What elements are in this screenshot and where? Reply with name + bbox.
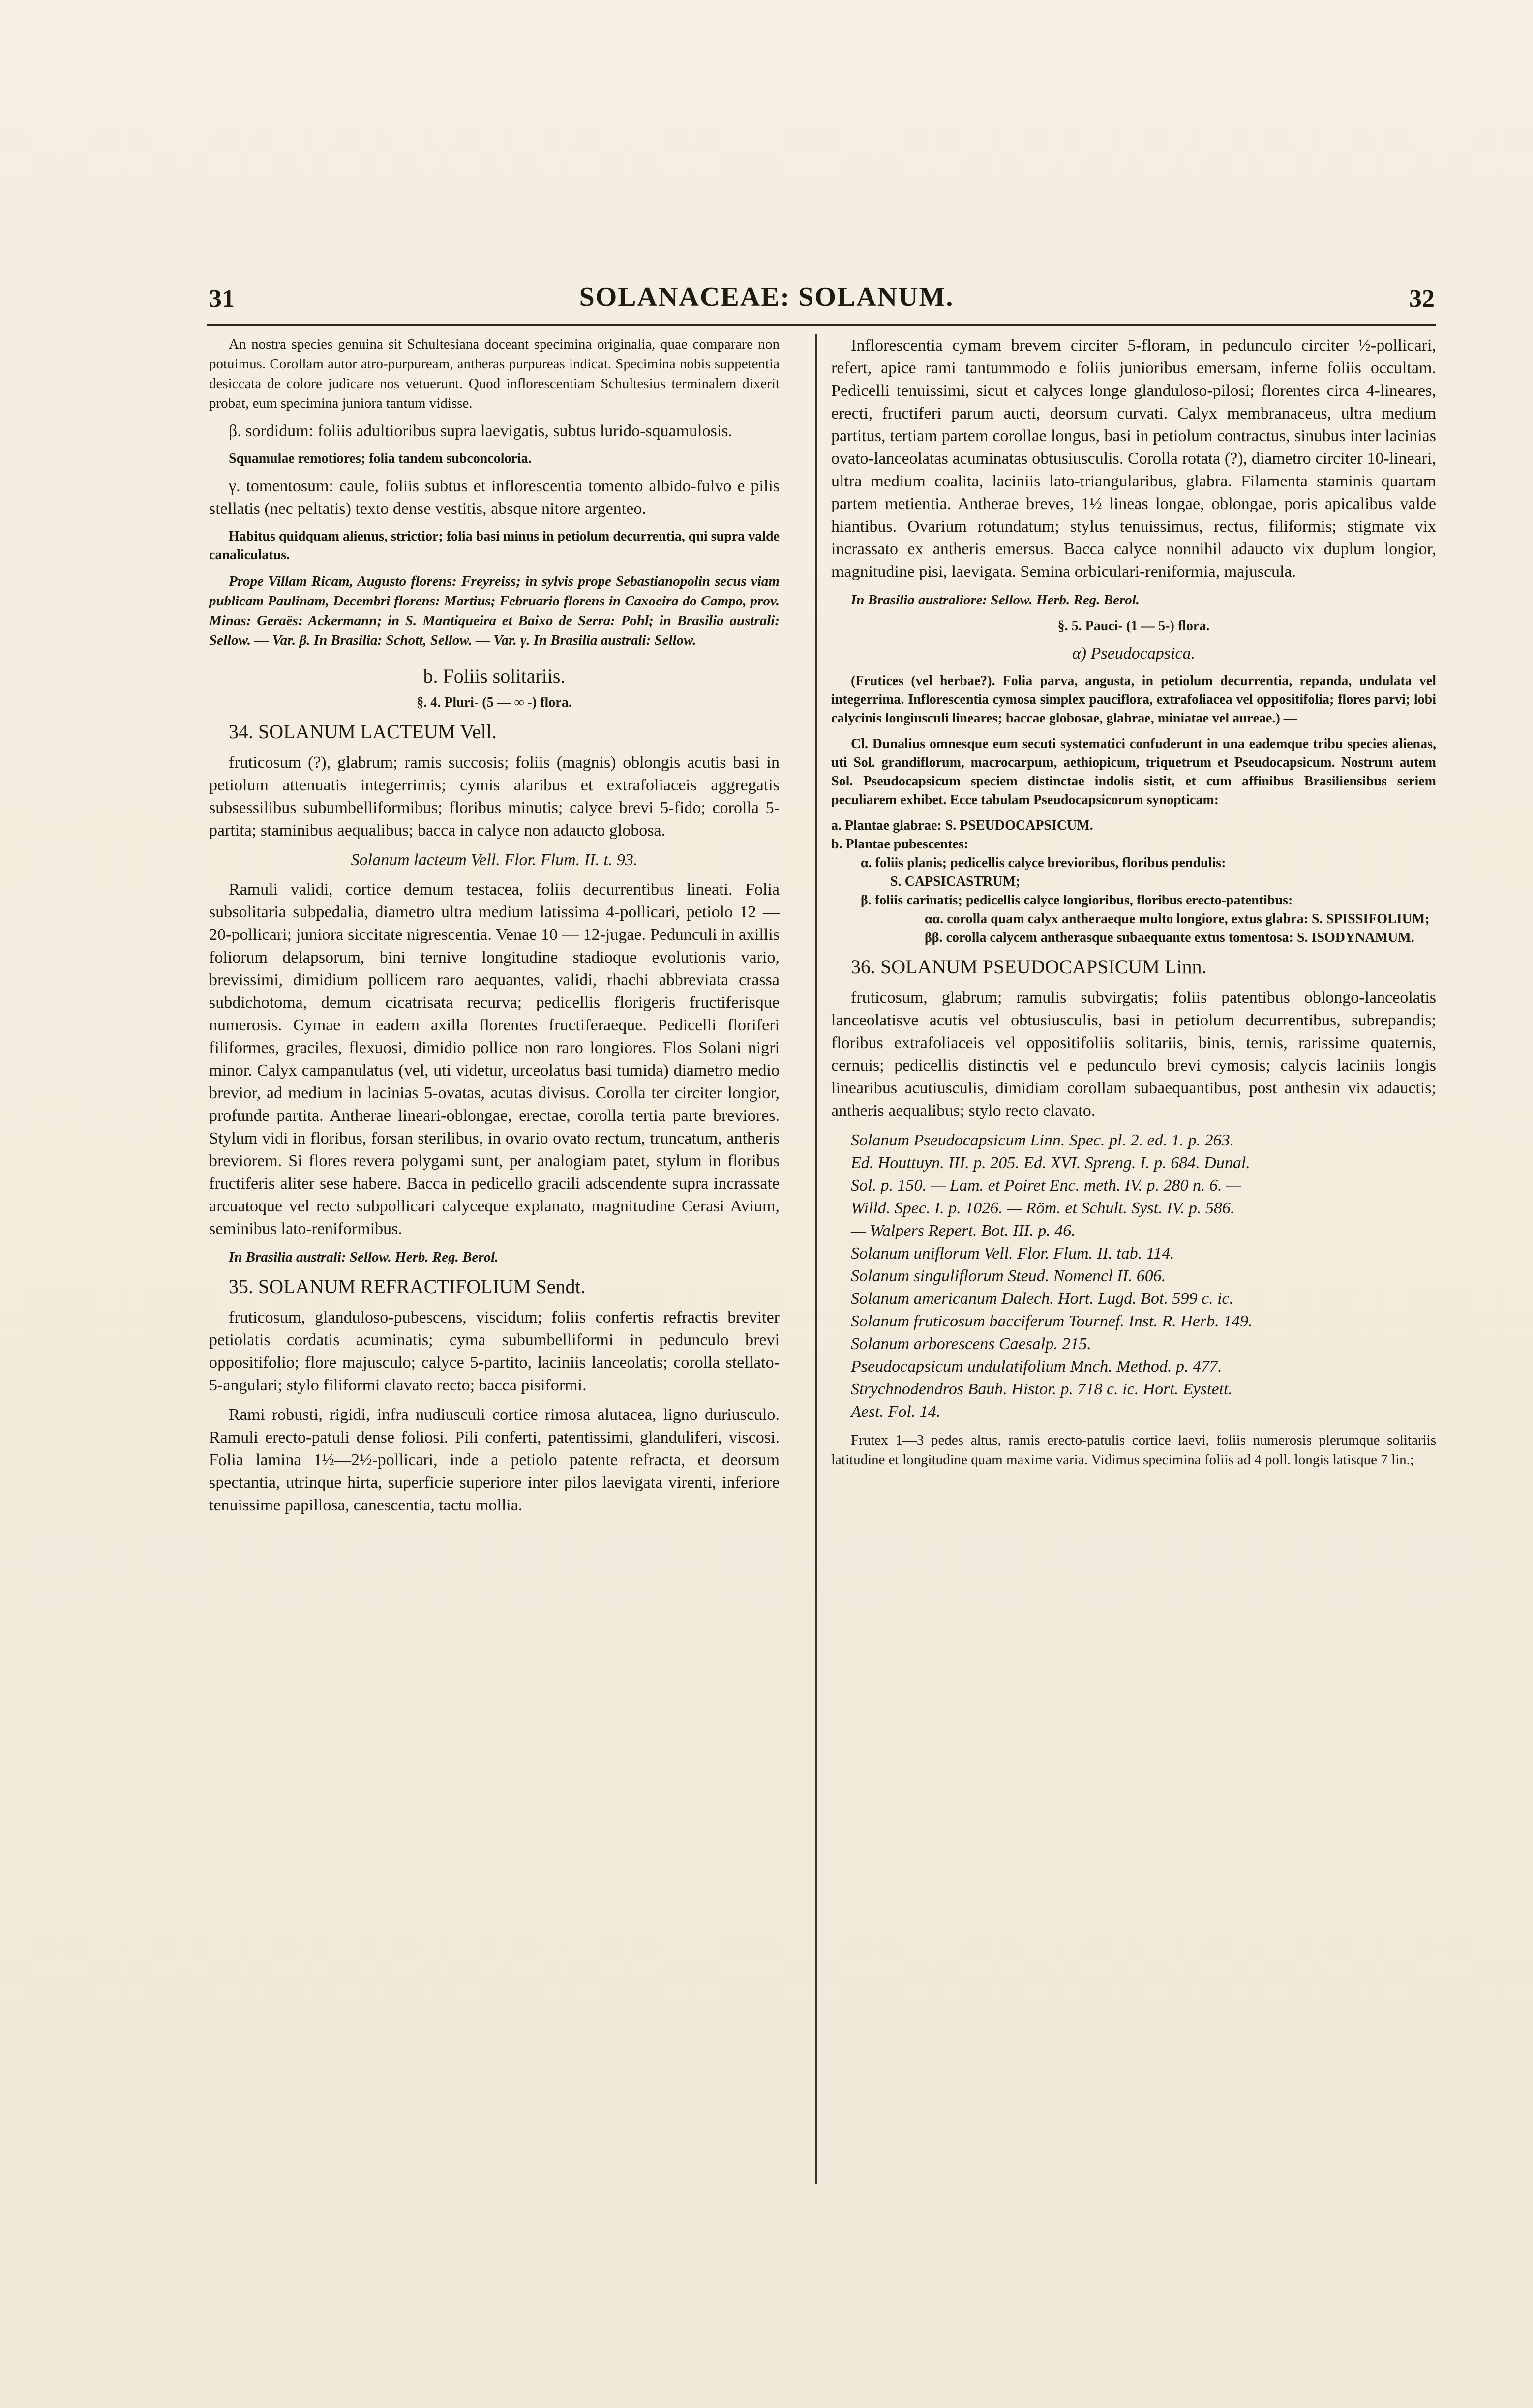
synonym-line: Solanum singuliflorum Steud. Nomencl II. 606. [851, 1267, 1166, 1285]
key-line-a: a. Plantae glabrae: S. PSEUDOCAPSICUM. [831, 818, 1093, 833]
synonym-line: Solanum arborescens Caesalp. 215. [851, 1335, 1091, 1353]
synonym-line: Solanum uniflorum Vell. Flor. Flum. II. tab. 114. [851, 1244, 1174, 1263]
synonym-line: Solanum Pseudocapsicum Linn. Spec. pl. 2. ed. 1. p. 263. [851, 1131, 1234, 1149]
species-36-description: Frutex 1—3 pedes altus, ramis erecto-patulis cortice laevi, foliis numerosis plerumque solitariis latitudine et longitudine quam maxime varia. Vidimus specimina foliis ad 4 poll. longis latisque 7 lin.; [831, 1432, 1436, 1468]
species-35-locality: In Brasilia australiore: Sellow. Herb. Reg. Berol. [851, 592, 1140, 608]
synonym-line: Solanum americanum Dalech. Hort. Lugd. Bot. 599 c. ic. [851, 1290, 1234, 1308]
key-line-b: b. Plantae pubescentes: [831, 837, 969, 852]
synonym-line: Solanum fruticosum bacciferum Tournef. Inst. R. Herb. 149. [851, 1312, 1253, 1330]
paragraph-schultes: An nostra species genuina sit Schultesiana doceant specimina originalia, quae comparare non potuimus. Corollam autor atro-purpuream, antheras purpureas indicat. Specimina nobis suppetentia desiccata de colore judicare nos vetuerunt. Quod inflorescentiam Schultesius terminalem dixerit probat, eum specimina juniora tantum vidisse. [209, 336, 780, 411]
species-34-description: Ramuli validi, cortice demum testacea, foliis decurrentibus lineati. Folia subsolitaria subpedalia, diametro ultra medium latissima 4-pollicari, petiolo 12 — 20-pollicari; juniora siccitate nigrescentia. Venae 10 — 12-jugae. Pedunculi in axillis foliorum delapsorum, bini ternive longitudine stadioque evolutionis vario, brevissimi, dimidium pollicem raro aequantes, validi, rhachi abbreviata crassa subdichotoma, demum cicatrisata recurva; pedicellis florigeris fructiferisque numerosis. Cymae in eadem axilla florentes fructiferaeque. Pedicelli floriferi filiformes, graciles, flexuosi, dimidio pollice non raro longiores. Flos Solani nigri minor. Calyx campanulatus (vel, uti videtur, urceolatus basi tumida) diametro medio brevior, ad medium in lacinias 5-ovatas, acutas divisus. Corolla ter circiter longior, profunde partita. Antherae lineari-oblongae, erectae, corolla tertia parte breviores. Stylum vidi in floribus, forsan sterilibus, in ovario ovato rectum, truncatum, antheris breviorem. Si flores revera polygami sunt, per analogiam patet, stylum in floribus fructiferis aliter sese habere. Bacca in pedicello gracili adscendente supra incrassate arcuatoque vel recto subpollicari calyceque explanato, magnitudine Cerasi Avium, seminibus lato-reniformibus. [209, 880, 780, 1238]
key-line-b-alpha-species: S. CAPSICASTRUM; [890, 874, 1021, 889]
locality-block: Prope Villam Ricam, Augusto florens: Freyreiss; in sylvis prope Sebastianopolin secus viam publicam Paulinam, Decembri florens: Martius; Februario florens in Caxoeira do Campo, prov. Minas: Geraës: Ackermann; in S. Mantiqueira et Baixo de Serra: Pohl; in Brasilia australi: Sellow. — Var. β. In Brasilia: Schott, Sellow. — Var. γ. In Brasilia australi: Sellow. [209, 573, 780, 648]
species-34-diagnosis: fruticosum (?), glabrum; ramis succosis; foliis (magnis) oblongis acutis basi in petiolum attenuatis integerrimis; cymis alaribus et extrafoliaceis aggregatis subsessilibus subumbelliformibus; floribus minutis; calyce brevi 5-fido; corolla 5-partita; staminibus aequalibus; bacca in calyce non adaucto globosa. [209, 753, 780, 840]
variety-beta-note: Squamulae remotiores; folia tandem subconcoloria. [229, 451, 532, 466]
key-line-b-beta: β. foliis carinatis; pedicellis calyce longioribus, floribus erecto-patentibus: [861, 893, 1293, 908]
synonym-line: — Walpers Repert. Bot. III. p. 46. [851, 1222, 1076, 1240]
page-number-right: 32 [1409, 285, 1435, 313]
variety-gamma-note: Habitus quidquam alienus, strictior; folia basi minus in petiolum decurrentia, qui supra valde canaliculatus. [209, 529, 780, 563]
species-35-description: Rami robusti, rigidi, infra nudiusculi cortice rimosa alutacea, ligno duriusculo. Ramuli erecto-patuli dense foliosi. Pili conferti, patentissimi, glanduliferi, viscosi. Folia lamina 1½—2½-pollicari, inde a petiolo patente refracta, et deorsum spectantia, utrinque hirta, superficie superiore inter pilos laevigata virenti, inferiore tenuissime papillosa, canescentia, tactu mollia. [209, 1406, 780, 1514]
synonym-line: Ed. Houttuyn. III. p. 205. Ed. XVI. Spreng. I. p. 684. Dunal. [851, 1154, 1250, 1172]
synonym-line: Pseudocapsicum undulatifolium Mnch. Method. p. 477. [851, 1357, 1222, 1376]
variety-gamma: γ. tomentosum: caule, foliis subtus et inflorescentia tomento albido-fulvo e pilis stellatis (nec peltatis) texto dense vestitis, absque nitore argenteo. [209, 477, 780, 518]
key-line-b-alpha: α. foliis planis; pedicellis calyce brevioribus, floribus pendulis: [861, 855, 1226, 871]
left-column [209, 334, 780, 1524]
subsection-4: §. 4. Pluri- (5 — ∞ -) flora. [417, 695, 572, 710]
species-36-diagnosis: fruticosum, glabrum; ramulis subvirgatis; foliis patentibus oblongo-lanceolatis lanceolatisve acutis vel obtusiusculis, basi in petiolum decurrentibus, subrepandis; floribus extrafoliaceis vel oppositifoliis solitariis, binis, ternis, rarissime quaternis, cernuis; pedicellis distinctis vel e pedunculo brevi cymosis; calycis laciniis longis linearibus acutiusculis, dimidiam corollam subaequantibus, post anthesin vix adauctis; antheris aequalibus; stylo recto clavato. [831, 989, 1436, 1120]
group-alpha-note: (Frutices (vel herbae?). Folia parva, angusta, in petiolum decurrentia, repanda, undulata vel integerrima. Inflorescentia cymosa simplex pauciflora, extrafoliacea vel oppositifolia; flores parvi; lobi calycinis longiusculi lineares; baccae globosae, glabrae, miniatae vel aureae.) — [831, 673, 1436, 726]
species-34-synonym: Solanum lacteum Vell. Flor. Flum. II. t. 93. [351, 851, 638, 869]
species-36-heading: 36. SOLANUM PSEUDOCAPSICUM Linn. [851, 956, 1207, 978]
variety-beta: β. sordidum: foliis adultioribus supra laevigatis, subtus lurido-squamulosis. [229, 422, 733, 440]
dunal-note: Cl. Dunalius omnesque eum secuti systematici confuderunt in una eademque tribu species alienas, uti Sol. grandiflorum, macrocarpum, aethiopicum, triquetrum et Pseudocapsicum. Nostrum autem Sol. Pseudocapsicum speciem distinctae indolis sistit, et cum affinibus Brasiliensibus seriem peculiarem exhibet. Ecce tabulam Pseudocapsicorum synopticam: [831, 736, 1436, 808]
page-number-left: 31 [209, 285, 235, 313]
synonym-line: Willd. Spec. I. p. 1026. — Röm. et Schult. Syst. IV. p. 586. [851, 1199, 1235, 1217]
species-34-locality: In Brasilia australi: Sellow. Herb. Reg. Berol. [229, 1249, 499, 1265]
group-alpha-heading: α) Pseudocapsica. [1072, 644, 1196, 662]
synonym-line: Sol. p. 150. — Lam. et Poiret Enc. meth. IV. p. 280 n. 6. — [851, 1176, 1241, 1195]
header-rule [207, 324, 1436, 326]
species-35-inflorescence: Inflorescentia cymam brevem circiter 5-floram, in pedunculo circiter ½-pollicari, refert, apice rami tantummodo e foliis junioribus emersam, inferne foliis occultam. Pedicelli tenuissimi, sicut et calyces longe glanduloso-pilosi; florentes circa 4-lineares, erecti, fructiferi parum aucti, deorsum curvati. Calyx membranaceus, ultra medium partitus, tertiam partem corollae longus, basi in petiolum contractus, sinubus inter lacinias ovato-lanceolatas acuminatas obtusiusculis. Corolla rotata (?), diametro circiter 10-lineari, ultra medium coalita, laciniis lato-triangularibus, glabra. Filamenta staminis quartam partem metientia. Antherae breves, 1½ lineas longae, oblongae, poris apicalibus valde hiantibus. Ovarium rotundatum; stylus tenuissimus, rectus, filiformis; stigmate vix incrassato ex antheris emersus. Bacca calyce nonnihil adaucto vix duplum longior, magnitudine pisi, laevigata. Semina orbiculari-reniformia, majuscula. [831, 336, 1436, 581]
species-35-heading: 35. SOLANUM REFRACTIFOLIUM Sendt. [229, 1275, 586, 1297]
right-column [831, 334, 1436, 1476]
section-heading-b: b. Foliis solitariis. [423, 665, 566, 687]
species-36-synonymy [831, 1129, 1436, 1423]
species-35-diagnosis: fruticosum, glanduloso-pubescens, viscidum; foliis confertis refractis breviter petiolatis cordatis acuminatis; cyma subumbelliformi in pedunculo brevi oppositifolio; flore majusculo; calyce 5-partito, laciniis lanceolatis; corolla stellato-5-angulari; stylo filiformi clavato recto; bacca pisiformi. [209, 1308, 780, 1394]
species-34-heading: 34. SOLANUM LACTEUM Vell. [229, 721, 497, 743]
column-divider [815, 334, 817, 2184]
key-line-aa: αα. corolla quam calyx antheraeque multo longiore, extus glabra: S. SPISSIFOLIUM; [925, 911, 1430, 927]
key-line-bb: ββ. corolla calycem antherasque subaequante extus tomentosa: S. ISODYNAMUM. [925, 930, 1414, 945]
running-head: SOLANACEAE: SOLANUM. [579, 282, 954, 312]
synonym-line: Aest. Fol. 14. [851, 1403, 941, 1421]
synonym-line: Strychnodendros Bauh. Histor. p. 718 c. ic. Hort. Eystett. [851, 1380, 1232, 1398]
subsection-5: §. 5. Pauci- (1 — 5-) flora. [1057, 618, 1210, 633]
